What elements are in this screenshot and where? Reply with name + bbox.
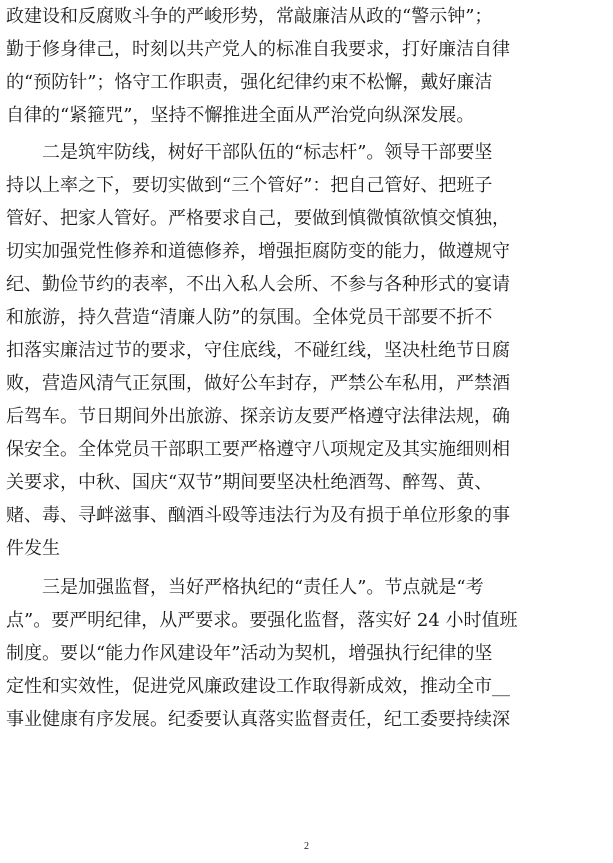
text-line: 后驾车。节日期间外出旅游、探亲访友要严格遵守法律法规，确 (6, 406, 510, 427)
text-line: 败，营造风清气正氛围，做好公车封存，严禁公车私用，严禁酒 (6, 373, 510, 394)
text-line: 关要求，中秋、国庆“双节”期间要坚决杜绝酒驾、醉驾、黄、 (6, 472, 493, 493)
text-line: 纪、勤俭节约的表率，不出入私人会所、不参与各种形式的宴请 (6, 274, 510, 295)
paragraph-start-line: 三是加强监督，当好严格执纪的“责任人”。节点就是“考 (42, 577, 484, 598)
text-line: 制度。要以“能力作风建设年”活动为契机，增强执行纪律的坚 (6, 643, 493, 664)
text-line: 赌、毒、寻衅滋事、酗酒斗殴等违法行为及有损于单位形象的事 (6, 505, 510, 526)
text-line: 点”。要严明纪律，从严要求。要强化监督，落实好 24 小时值班 (6, 610, 518, 631)
text-line: 政建设和反腐败斗争的严峻形势，常敲廉洁从政的“警示钟”； (6, 6, 493, 27)
text-line: 定性和实效性，促进党风廉政建设工作取得新成效，推动全市__ (6, 676, 510, 697)
text-line: 勤于修身律己，时刻以共产党人的标准自我要求，打好廉洁自律 (6, 39, 510, 60)
text-line: 的“预防针”；恪守工作职责，强化纪律约束不松懈，戴好廉洁 (6, 72, 493, 93)
text-line: 件发生 (6, 538, 60, 559)
text-line: 切实加强党性修养和道德修养，增强拒腐防变的能力，做遵规守 (6, 241, 510, 262)
text-line: 持以上率之下，要切实做到“三个管好”：把自己管好、把班子 (6, 175, 493, 196)
text-line: 自律的“紧箍咒”，坚持不懈推进全面从严治党向纵深发展。 (6, 105, 475, 126)
text-line: 事业健康有序发展。纪委要认真落实监督责任，纪工委要持续深 (6, 709, 510, 730)
page-number: 2 (304, 841, 309, 852)
paragraph-start-line: 二是筑牢防线，树好干部队伍的“标志杆”。领导干部要坚 (42, 142, 493, 163)
text-line: 管好、把家人管好。严格要求自己，要做到慎微慎欲慎交慎独， (6, 208, 510, 229)
text-line: 和旅游，持久营造“清廉人防”的氛围。全体党员干部要不折不 (6, 307, 493, 328)
text-line: 保安全。全体党员干部职工要严格遵守八项规定及其实施细则相 (6, 439, 510, 460)
text-line: 扣落实廉洁过节的要求，守住底线，不碰红线，坚决杜绝节日腐 (6, 340, 510, 361)
